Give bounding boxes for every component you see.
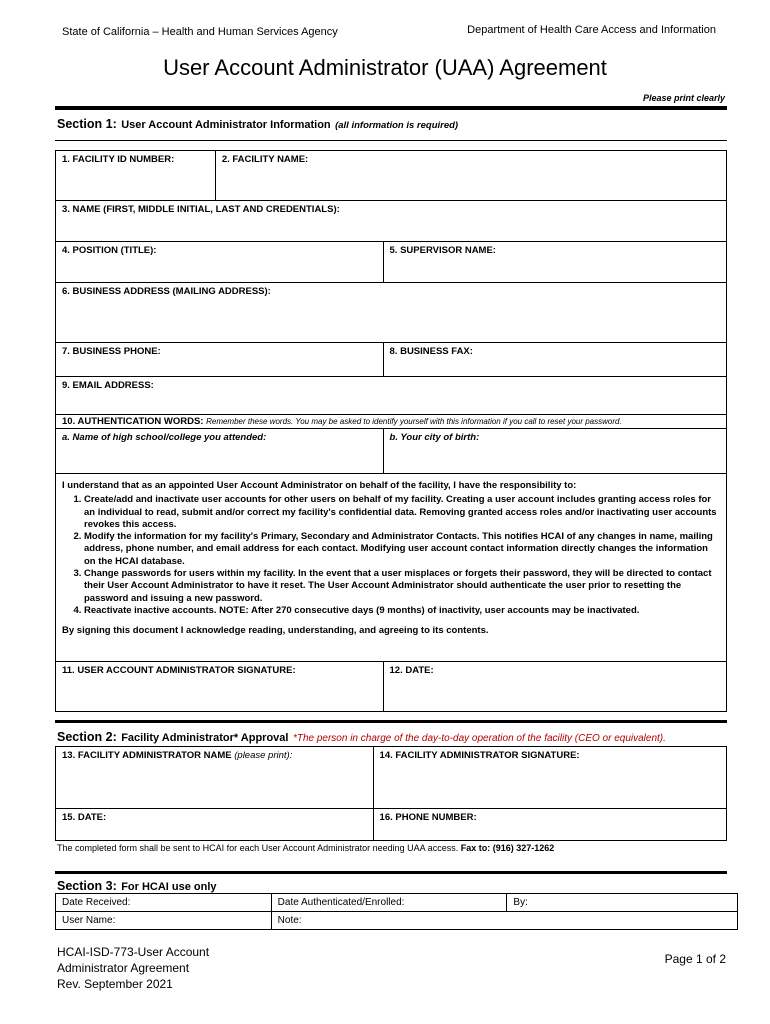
facility-admin-signature-field[interactable]: 14. FACILITY ADMINISTRATOR SIGNATURE:	[373, 747, 726, 809]
hcai-use-table	[55, 893, 738, 930]
fax-number: Fax to: (916) 327-1262	[460, 843, 555, 853]
supervisor-field[interactable]: 5. SUPERVISOR NAME:	[383, 242, 726, 283]
business-address-field[interactable]: 6. BUSINESS ADDRESS (MAILING ADDRESS):	[56, 283, 727, 343]
section3-label: Section 3:	[57, 879, 117, 893]
facility-name-field[interactable]: 2. FACILITY NAME:	[215, 151, 726, 201]
auth-words-header: 10. AUTHENTICATION WORDS: Remember these words. You may be asked to identify yourself with this information if you call to reset your password.	[56, 415, 727, 429]
section1-title: User Account Administrator Information	[121, 119, 331, 131]
responsibility-item: 2. Modify the information for my facility's Primary, Secondary and Administrator Contacts. This notifies HCAI of any changes in name, mailing address, phone number, and email address for each contact. Modifying user account contact information directly changes the information on the HCAI database.	[84, 531, 720, 568]
facility-admin-phone-field[interactable]: 16. PHONE NUMBER:	[373, 809, 726, 841]
form-id-line3: Rev. September 2021	[57, 977, 173, 991]
responsibilities-block	[56, 474, 727, 662]
form-id-footer	[57, 944, 209, 992]
section2-title: Facility Administrator* Approval	[121, 732, 289, 744]
section2-note: *The person in charge of the day-to-day operation of the facility (CEO or equivalent).	[292, 733, 666, 744]
section1-rule	[55, 140, 727, 141]
facility-admin-date-field[interactable]: 15. DATE:	[56, 809, 374, 841]
department-header: Department of Health Care Access and Information	[467, 24, 716, 36]
facility-admin-name-field[interactable]: 13. FACILITY ADMINISTRATOR NAME (please print):	[56, 747, 374, 809]
section2-rule	[55, 720, 727, 723]
section1-heading	[57, 115, 458, 133]
section2-heading	[57, 728, 666, 746]
date-received-field[interactable]: Date Received:	[56, 894, 272, 912]
city-of-birth-field[interactable]: b. Your city of birth:	[383, 429, 726, 474]
section3-rule	[55, 871, 727, 874]
user-name-field[interactable]: User Name:	[56, 912, 272, 930]
form-id-line2: Administrator Agreement	[57, 961, 190, 975]
date-authenticated-field[interactable]: Date Authenticated/Enrolled:	[271, 894, 507, 912]
responsibility-item: 3. Change passwords for users within my facility. In the event that a user misplaces or forgets their password, they will be directed to contact their User Account Administrator to have it reset. The User Account Administrator should authenticate the user prior to resetting the password and issuing a new password.	[84, 568, 720, 605]
title-rule	[55, 106, 727, 110]
uaa-date-field[interactable]: 12. DATE:	[383, 662, 726, 712]
name-field[interactable]: 3. NAME (FIRST, MIDDLE INITIAL, LAST AND CREDENTIALS):	[56, 201, 727, 242]
auth-words-note: Remember these words. You may be asked to identify yourself with this information if you call to reset your password.	[206, 417, 622, 426]
email-field[interactable]: 9. EMAIL ADDRESS:	[56, 377, 727, 415]
section2-form	[55, 746, 727, 841]
responsibility-item: 1. Create/add and inactivate user accounts for other users on behalf of my facility. Creating a user account includes granting access roles for an individual to read, submit and/or correct my facility's confidential data. Removing granted access roles and/or inactivating user accounts revokes this access.	[84, 494, 720, 531]
by-field[interactable]: By:	[507, 894, 738, 912]
uaa-signature-field[interactable]: 11. USER ACCOUNT ADMINISTRATOR SIGNATURE:	[56, 662, 384, 712]
position-field[interactable]: 4. POSITION (TITLE):	[56, 242, 384, 283]
page-title: User Account Administrator (UAA) Agreement	[163, 55, 607, 80]
responsibilities-intro: I understand that as an appointed User Account Administrator on behalf of the facility, I have the responsibility to:	[62, 480, 577, 491]
business-phone-field[interactable]: 7. BUSINESS PHONE:	[56, 343, 384, 377]
high-school-field[interactable]: a. Name of high school/college you attended:	[56, 429, 384, 474]
section3-title: For HCAI use only	[121, 881, 217, 893]
section1-label: Section 1:	[57, 117, 117, 131]
agency-header: State of California – Health and Human Services Agency	[62, 26, 338, 38]
acknowledgement-text: By signing this document I acknowledge reading, understanding, and agreeing to its contents.	[62, 625, 489, 637]
form-id-line1: HCAI-ISD-773-User Account	[57, 945, 210, 959]
facility-id-field[interactable]: 1. FACILITY ID NUMBER:	[56, 151, 216, 201]
page-number: Page 1 of 2	[664, 952, 726, 966]
section1-form	[55, 150, 727, 712]
print-note: Please print clearly	[642, 93, 725, 103]
section2-label: Section 2:	[57, 730, 117, 744]
responsibility-item: 4. Reactivate inactive accounts. NOTE: After 270 consecutive days (9 months) of inactivity, user accounts may be inactivated.	[84, 605, 720, 617]
responsibilities-list	[62, 494, 720, 617]
section1-note: (all information is required)	[335, 120, 459, 131]
submission-note: The completed form shall be sent to HCAI for each User Account Administrator needing UAA access. Fax to: (916) 327-1262	[57, 843, 555, 853]
note-field[interactable]: Note:	[271, 912, 737, 930]
business-fax-field[interactable]: 8. BUSINESS FAX:	[383, 343, 726, 377]
